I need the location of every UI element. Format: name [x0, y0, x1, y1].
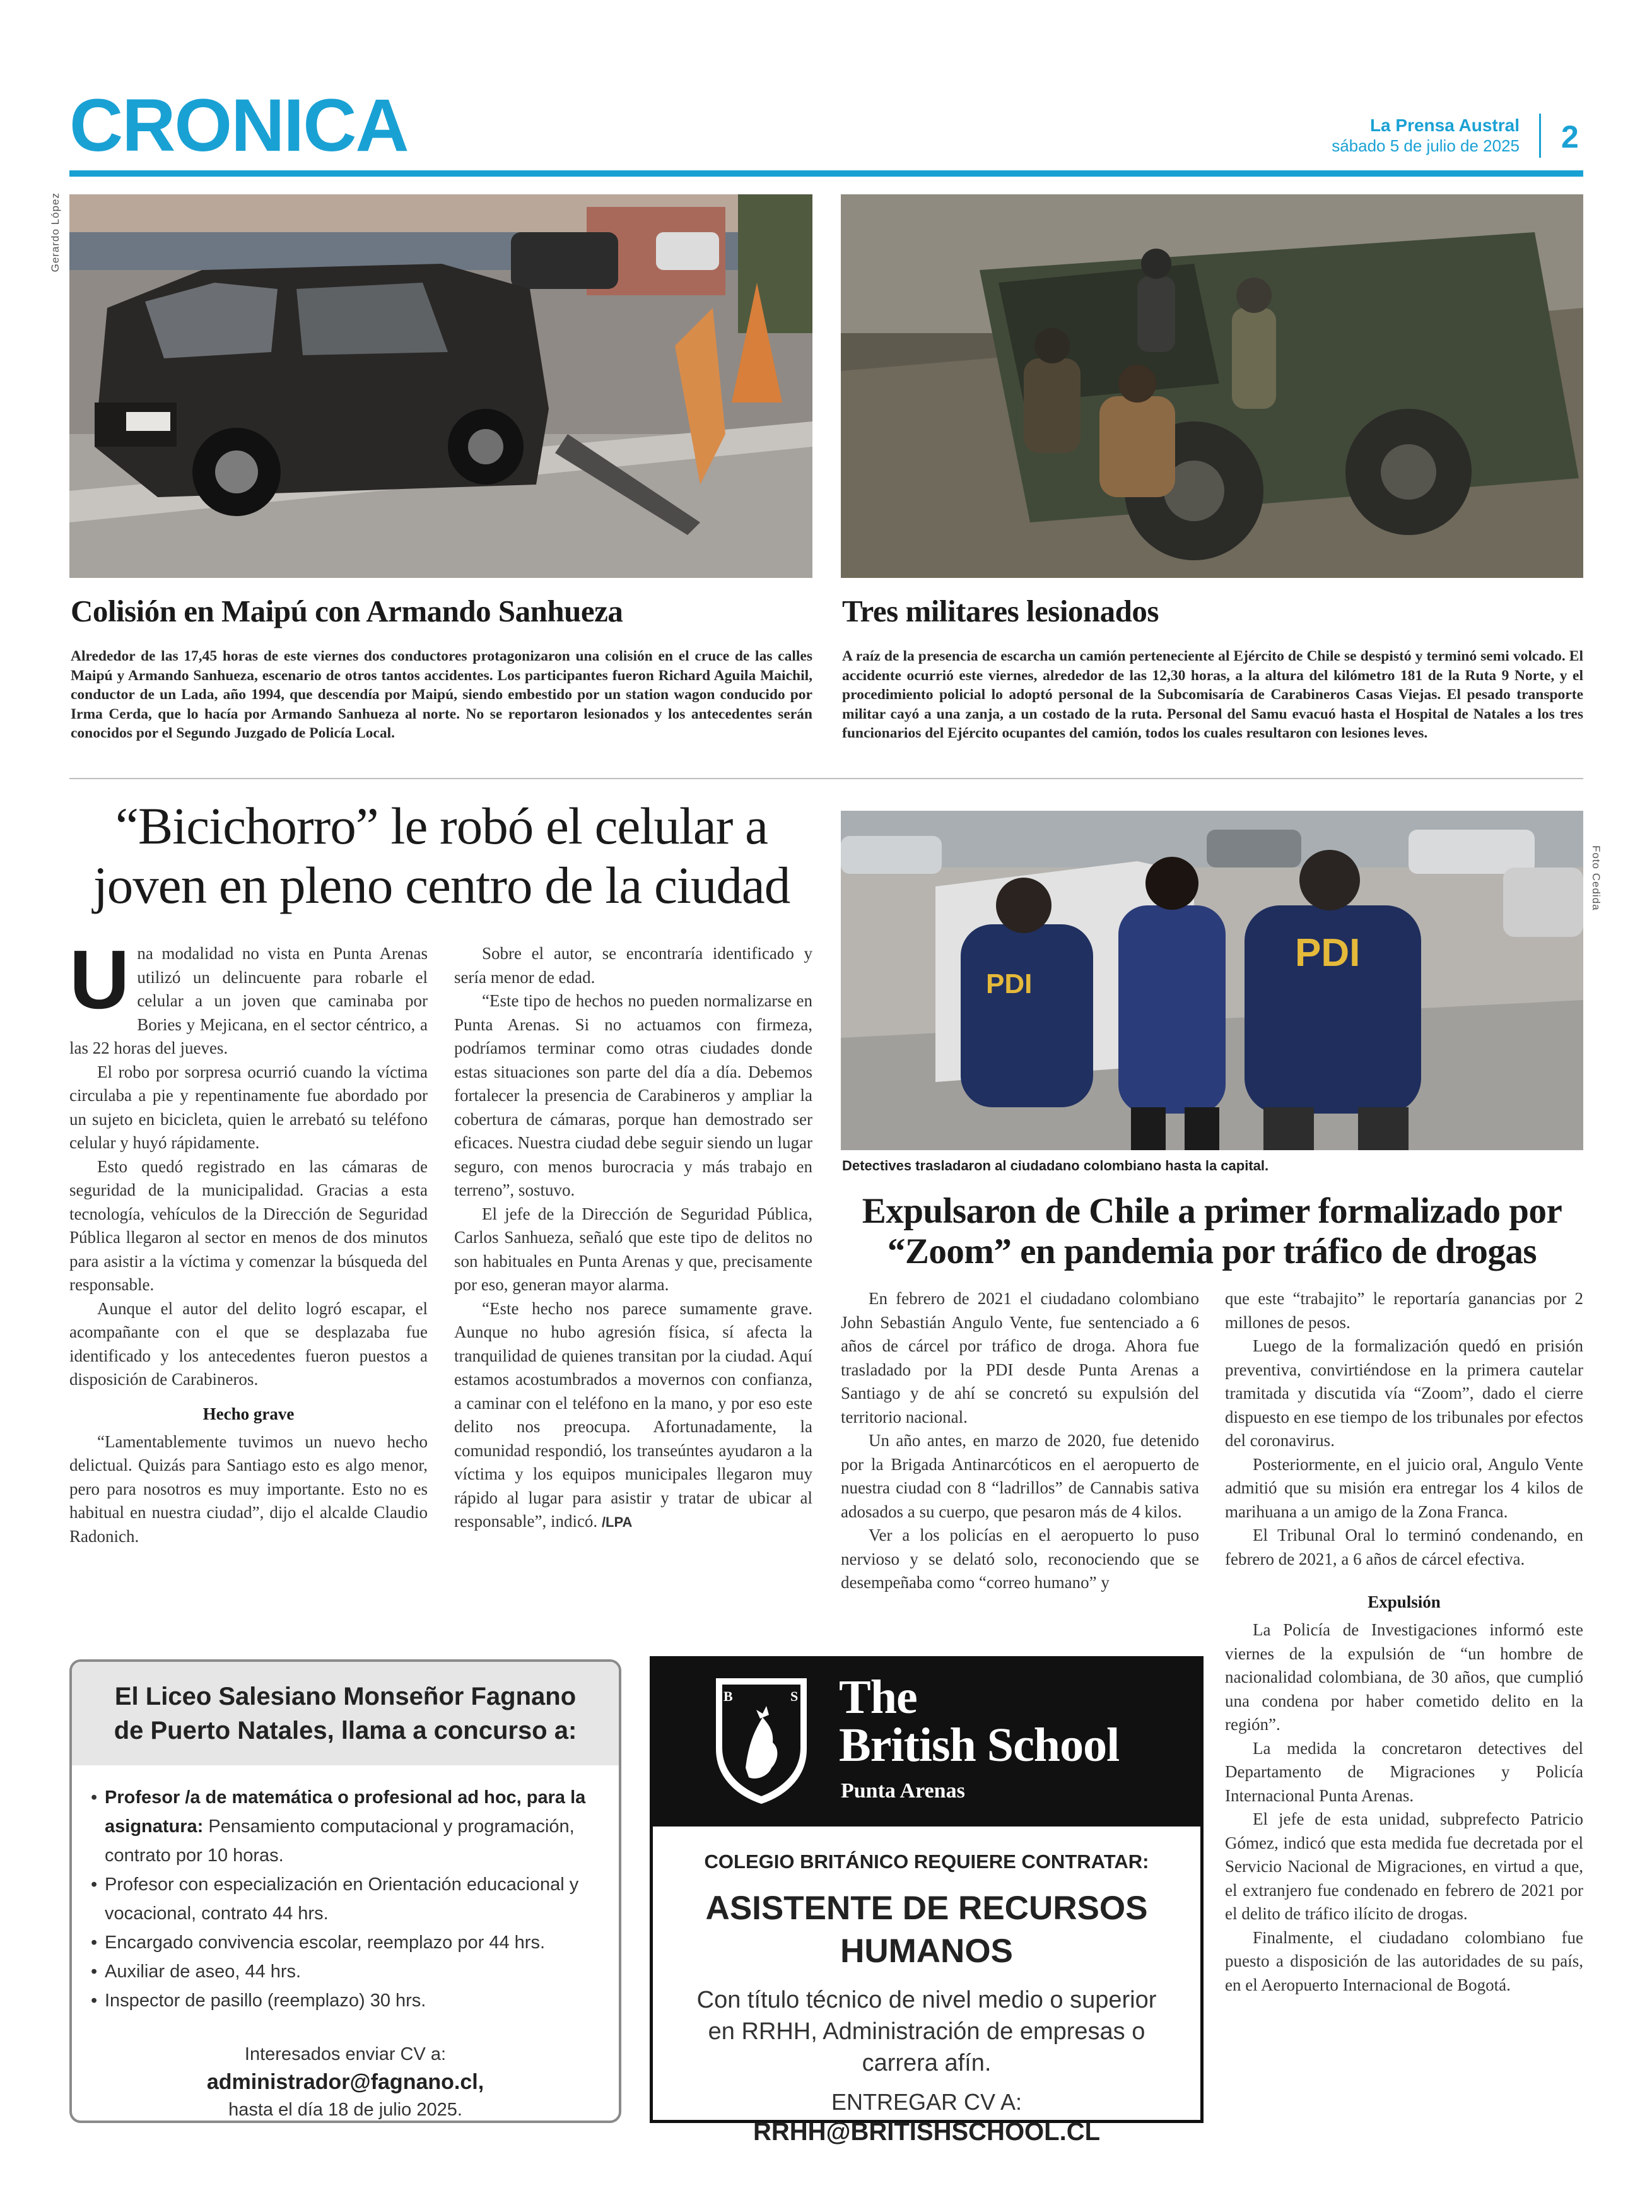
contact-email[interactable]: RRHH@BRITISHSCHOOL.CL	[753, 2118, 1101, 2146]
page-number: 2	[1561, 119, 1579, 155]
photo-credit-collision: Gerardo López	[49, 192, 61, 273]
expulsion-column-2	[1225, 1287, 1583, 1997]
school-name-line2: British School	[839, 1719, 1120, 1772]
cv-label: ENTREGAR CV A:	[831, 2089, 1022, 2115]
expulsion-headline-line2: “Zoom” en pandemia por tráfico de drogas	[887, 1232, 1537, 1271]
job-requirements-line: carrera afín.	[862, 2050, 992, 2076]
paragraph: Sobre el autor, se encontraría identificado y sería menor de edad.	[454, 944, 812, 987]
paragraph: “Lamentablemente tuvimos un nuevo hecho delictual. Quizás para Santiago esto es algo menor, pero para nosotros es muy importante. Esto no es habitual en nuestra ciudad”, dijo el alcalde Claudio Radonich.	[69, 1432, 428, 1546]
paragraph: na modalidad no vista en Punta Arenas utilizó un delincuente para robarle el celular a un joven que caminaba por Bories y Mejicana, en el sector céntrico, a las 22 horas del jueves.	[69, 944, 428, 1057]
paragraph: En febrero de 2021 el ciudadano colombiano John Sebastián Angulo Vente, fue sentenciado a 6 años de cárcel por tráfico de droga. Ahora fue trasladado por la PDI desde Punta Arenas a Santiago y de ahí se concretó su expulsión del territorio nacional.	[841, 1289, 1199, 1427]
paragraph-text: “Este hecho nos parece sumamente grave. Aunque no hubo agresión física, sí afecta la tranquilidad de quienes transitan por la ciudad. Aquí estamos acostumbrados a movernos con confianza, a caminar con el teléfono en la mano, y por eso este delito nos preocupa. Afortunadamente, la comunidad respondió, los transeúntes ayudaron a la víctima y los equipos municipales llegaron muy rápido al lugar para asistir y tratar de ubicar al responsable”, indicó.	[454, 1298, 812, 1531]
paragraph	[454, 1297, 812, 1534]
paragraph: Luego de la formalización quedó en prisión preventiva, convirtiéndose en la primera cautelar tramitada y discutida vía “Zoom”, dado el cierre dispuesto en ese tiempo de los tribunales por efectos del coronavirus.	[1225, 1336, 1583, 1450]
paragraph: Un año antes, en marzo de 2020, fue detenido por la Brigada Antinarcóticos en el aeropuerto de nuestra ciudad con 8 “ladrillos” de Cannabis sativa adosados a su cuerpo, que pesaron más de 4 kilos.	[841, 1431, 1199, 1521]
issue-date: sábado 5 de julio de 2025	[1332, 136, 1520, 155]
section-title: CRONICA	[69, 84, 408, 167]
military-lede: A raíz de la presencia de escarcha un camión perteneciente al Ejército de Chile se despistó y terminó semi volcado. El accidente ocurrió este viernes, alrededor de las 12,30 horas, a la altura del kilómetro 181 de la Ruta 9 Norte, y el procedimiento policial lo adoptó personal de la Subcomisaría de Carabineros Casas Viejas. El pesado transporte militar cayó a una zanja, a un costado de la ruta. Personal del Samu evacuó hasta el Hospital de Natales a los tres funcionarios del Ejército ocupantes del camión, todos los cuales resultaron con lesiones leves.	[842, 648, 1583, 741]
paragraph: Finalmente, el ciudadano colombiano fue puesto a disposición de las autoridades de su país, en el Aeropuerto Internacional de Bogotá.	[1225, 1927, 1583, 1994]
crest-letter: S	[790, 1688, 799, 1704]
paragraph: “Este tipo de hechos no pueden normalizarse en Punta Arenas. Si no actuamos con firmeza, podríamos terminar como otras ciudades donde estas situaciones son parte del día a día. Debemos fortalecer la presencia de Carabineros y ampliar la cobertura de cámaras, porque han demostrado ser eficaces. Nuestra ciudad debe seguir siendo un lugar seguro, con menos burocracia y más trabajo en terreno”, sostuvo.	[454, 991, 812, 1199]
publication-name: La Prensa Austral	[1369, 115, 1520, 135]
list-item	[105, 1783, 594, 1870]
liceo-positions-list	[72, 1765, 619, 2015]
hiring-notice: COLEGIO BRITÁNICO REQUIERE CONTRATAR:	[704, 1850, 1149, 1873]
liceo-job-ad	[69, 1659, 621, 2123]
paragraph: Esto quedó registrado en las cámaras de seguridad de la municipalidad. Gracias a esta tecnología, vehículos de la Dirección de Seguridad Pública llegaron al sector en menos de dos minutos para asistir a la víctima y comenzar la búsqueda del responsable.	[69, 1156, 428, 1294]
header-rule	[69, 170, 1583, 177]
subheading: Expulsión	[1368, 1592, 1441, 1611]
list-item: • Inspector de pasillo (reemplazo) 30 hrs.	[105, 1986, 594, 2015]
pdi-vest-label: PDI	[1295, 931, 1361, 975]
pdi-detectives-photo	[841, 811, 1583, 1150]
list-item: • Auxiliar de aseo, 44 hrs.	[105, 1957, 594, 1986]
pdi-photo-caption: Detectives trasladaron al ciudadano colombiano hasta la capital.	[842, 1158, 1269, 1174]
byline-signature: /LPA	[601, 1514, 633, 1530]
expulsion-column-1	[841, 1287, 1199, 1595]
list-item: • Profesor con especialización en Orientación educacional y vocacional, contrato 44 hrs.	[105, 1870, 594, 1928]
bicichorro-column-1	[69, 933, 428, 1548]
british-school-ad-body	[653, 1850, 1200, 2146]
paragraph: El jefe de la Dirección de Seguridad Pública, Carlos Sanhueza, señaló que este tipo de delitos no son habituales en Punta Arenas y que, precisamente por eso, generan mayor alarma.	[454, 1204, 812, 1294]
header-divider	[1539, 114, 1541, 158]
bicichorro-headline-line1: “Bicichorro” le robó el celular a	[115, 797, 768, 855]
paragraph: El Tribunal Oral lo terminó condenando, en febrero de 2021, a 6 años de cárcel efectiva.	[1225, 1526, 1583, 1568]
liceo-ad-contact	[72, 2040, 619, 2123]
military-headline: Tres militares lesionados	[842, 594, 1159, 628]
photo-credit-pdi: Foto Cedida	[1590, 845, 1602, 911]
british-school-banner	[653, 1659, 1200, 1827]
school-name-line1: The	[839, 1671, 917, 1724]
job-requirements	[653, 1984, 1200, 2079]
paragraph: Ver a los policías en el aeropuerto lo puso nervioso y se delató solo, reconociendo que se desempeñaba como “correo humano” y	[841, 1526, 1199, 1592]
list-item: • Encargado convivencia escolar, reemplazo por 44 hrs.	[105, 1928, 594, 1957]
job-title-line1: ASISTENTE DE RECURSOS	[705, 1890, 1148, 1927]
collision-headline: Colisión en Maipú con Armando Sanhueza	[71, 594, 623, 628]
position-detail: Pensamiento computacional y programación, contrato por 10 horas.	[105, 1816, 575, 1866]
position-title: Profesor /a de matemática o profesional ad hoc, para la asignatura:	[105, 1787, 586, 1837]
paragraph: El robo por sorpresa ocurrió cuando la víctima circulaba a pie y repentinamente fue abordado por un sujeto en bicicleta, quien le arrebató su teléfono celular y huyó rápidamente.	[69, 1062, 428, 1152]
expulsion-headline	[841, 1191, 1583, 1272]
contact-email[interactable]: administrador@fagnano.cl,	[206, 2070, 484, 2094]
paragraph: La Policía de Investigaciones informó este viernes de la expulsión de “un hombre de nacionalidad colombiana, de 30 años, que cumplió una condena por haber cometido delito en la región”.	[1225, 1620, 1583, 1734]
paragraph: Posteriormente, en el juicio oral, Angulo Vente admitió que su misión era entregar los 4 kilos de marihuana a un amigo de la Zona Franca.	[1225, 1454, 1583, 1521]
job-title	[653, 1887, 1200, 1973]
job-requirements-line: Con título técnico de nivel medio o superior	[696, 1987, 1157, 2013]
school-location: Punta Arenas	[841, 1779, 965, 1803]
drop-cap: U	[69, 933, 130, 1026]
bicichorro-column-2	[454, 942, 812, 1534]
subheading: Hecho grave	[202, 1404, 295, 1423]
bicichorro-headline	[69, 796, 814, 915]
application-deadline: hasta el día 18 de julio 2025.	[228, 2100, 462, 2120]
section-divider	[69, 778, 1583, 779]
bicichorro-headline-line2: joven en pleno centro de la ciudad	[93, 856, 790, 914]
job-requirements-line: en RRHH, Administración de empresas o	[708, 2018, 1145, 2045]
military-truck-photo	[841, 194, 1583, 578]
paragraph: La medida la concretaron detectives del Departamento de Migraciones y Policía Internacional Punta Arenas.	[1225, 1738, 1583, 1805]
school-name	[839, 1671, 1120, 1772]
paragraph: que este “trabajito” le reportaría ganancias por 2 millones de pesos.	[1225, 1289, 1583, 1332]
expulsion-headline-line1: Expulsaron de Chile a primer formalizado por	[862, 1191, 1562, 1231]
paragraph: Aunque el autor del delito logró escapar, el acompañante con el que se desplazaba fue identificado y los antecedentes fueron puestos a disposición de Carabineros.	[69, 1298, 428, 1389]
crest-letter: B	[723, 1688, 733, 1704]
paragraph: El jefe de esta unidad, subprefecto Patricio Gómez, indicó que esta medida fue decretada por el Servicio Nacional de Migraciones, en virtud a que, el extranjero fue condenado en febrero de 2021 por el delito de tráfico ilícito de drogas.	[1225, 1809, 1583, 1923]
collision-lede: Alrededor de las 17,45 horas de este viernes dos conductores protagonizaron una colisión en el cruce de las calles Maipú y Armando Sanhueza, escenario de otros tantos accidentes. Los participantes fueron Richard Aguila Maichil, conductor de un Lada, año 1994, que descendía por Maipú, siendo embestido por un station wagon conducido por Irma Cerda, que lo hacía por Armando Sanhueza al norte. No se reportaron lesionados y los antecedentes serán conocidos por el Segundo Juzgado de Policía Local.	[71, 648, 812, 741]
job-title-line2: HUMANOS	[840, 1933, 1013, 1970]
liceo-ad-title-line2: de Puerto Natales, llama a concurso a:	[114, 1717, 577, 1744]
masthead	[1332, 115, 1520, 156]
british-school-ad	[650, 1656, 1204, 2146]
liceo-ad-title-line1: El Liceo Salesiano Monseñor Fagnano	[114, 1683, 577, 1710]
liceo-ad-title	[72, 1662, 619, 1765]
contact-label: Interesados enviar CV a:	[244, 2044, 447, 2064]
collision-photo	[69, 194, 812, 578]
pdi-vest-label: PDI	[986, 968, 1033, 999]
